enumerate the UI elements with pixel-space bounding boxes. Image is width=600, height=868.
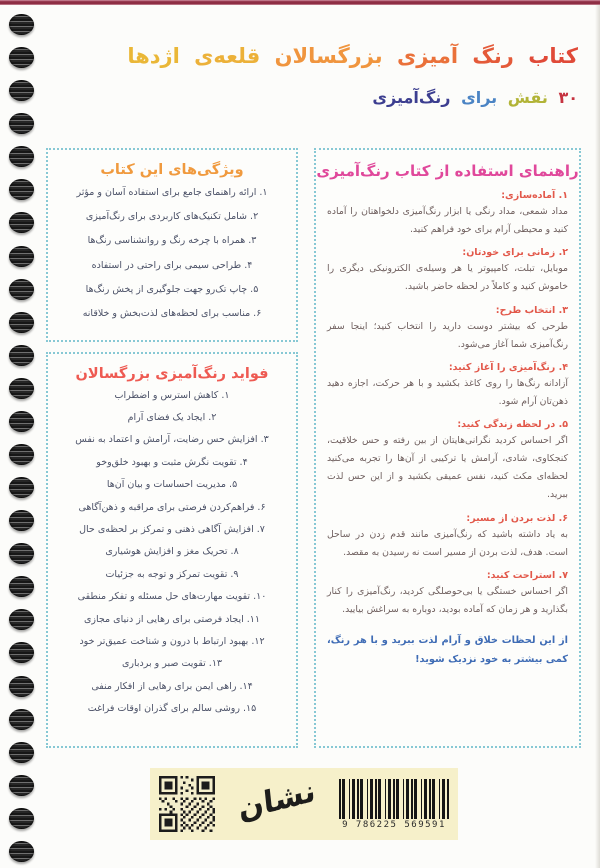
spiral-ring [9, 47, 34, 68]
subtitle-word: رنگ‌آمیزی [372, 88, 451, 107]
spiral-ring [9, 642, 34, 663]
top-edge-line [0, 0, 600, 5]
book-subtitle [40, 88, 578, 107]
guide-section [327, 247, 568, 296]
list-item: ۵. چاپ تک‌رو جهت جلوگیری از پخش رنگ‌ها [85, 283, 259, 295]
benefits-list [48, 384, 296, 720]
list-item: ۱. کاهش استرس و اضطراب [114, 389, 230, 401]
guide-step-heading: ۲. زمانی برای خودتان: [462, 247, 568, 259]
list-item: ۷. افزایش آگاهی ذهنی و تمرکز بر لحظه‌ی حال [79, 524, 265, 536]
list-item: ۱۳. تقویت صبر و بردباری [121, 658, 223, 670]
guide-step-body: طرحی که بیشتر دوست دارید را انتخاب کنید؛ اینجا سفر رنگ‌آمیزی شما آغاز می‌شود. [327, 320, 568, 350]
spiral-ring [9, 179, 34, 200]
guide-step-body: موبایل، تبلت، کامپیوتر یا هر وسیله‌ی الکترونیکی دیگری را خاموش کنید و کاملاً در لحظه حاضر باشید. [327, 263, 568, 293]
list-item: ۴. طراحی سیمی برای راحتی در استفاده [91, 259, 253, 271]
guide-section [327, 305, 568, 354]
guide-step-body: آزادانه رنگ‌ها را روی کاغذ بکشید و با هر حرکت، اجازه دهید ذهن‌تان آرام شود. [327, 377, 568, 407]
spiral-ring [9, 14, 34, 35]
spiral-ring [9, 312, 34, 333]
list-item: ۱. ارائه راهنمای جامع برای استفاده آسان و مؤثر [76, 186, 268, 198]
subtitle-word: نقش [507, 88, 548, 107]
spiral-ring [9, 543, 34, 564]
guide-step-heading: ۷. استراحت کنید: [486, 569, 568, 581]
qr-code [159, 776, 215, 832]
list-item: ۸. تحریک مغز و افزایش هوشیاری [105, 546, 239, 558]
spiral-ring [9, 808, 34, 829]
spiral-ring [9, 246, 34, 267]
guide-step-heading: ۴. رنگ‌آمیزی را آغاز کنید: [448, 361, 568, 373]
spiral-ring [9, 510, 34, 531]
list-item: ۴. تقویت نگرش مثبت و بهبود خلق‌وخو [96, 456, 248, 468]
list-item: ۱۲. بهبود ارتباط با درون و شناخت عمیق‌تر خود [79, 635, 265, 647]
cover-header [40, 44, 578, 107]
list-item: ۳. همراه با چرخه رنگ و روانشناسی رنگ‌ها [87, 235, 257, 247]
guide-section [327, 362, 568, 411]
title-word: کتاب [528, 44, 578, 68]
spiral-ring [9, 477, 34, 498]
guide-title: راهنمای استفاده از کتاب رنگ‌آمیزی [316, 162, 579, 180]
spiral-ring [9, 444, 34, 465]
guide-step-body: به یاد داشته باشید که رنگ‌آمیزی مانند قدم زدن در ساحل است. هدف، لذت بردن از مسیر است نه رسیدن به مقصد. [327, 528, 568, 558]
spiral-ring [9, 609, 34, 630]
features-list [48, 180, 296, 326]
title-word: رنگ [472, 44, 514, 68]
spiral-ring [9, 775, 34, 796]
guide-section [327, 513, 568, 562]
spiral-ring [9, 576, 34, 597]
guide-step-heading: ۶. لذت بردن از مسیر: [466, 512, 568, 524]
title-word: اژدها [127, 44, 180, 68]
spiral-ring [9, 742, 34, 763]
spiral-ring [9, 411, 34, 432]
spiral-ring [9, 378, 34, 399]
list-item: ۲. ایجاد یک فضای آرام [127, 412, 217, 424]
subtitle-word: برای [461, 88, 498, 107]
spiral-binding [7, 14, 34, 862]
barcode [339, 779, 449, 830]
list-item: ۲. شامل تکنیک‌های کاربردی برای رنگ‌آمیزی [85, 210, 259, 222]
subtitle-word: ۳۰ [558, 88, 578, 107]
spiral-ring [9, 212, 34, 233]
benefits-box [46, 352, 298, 748]
spiral-ring [9, 709, 34, 730]
spiral-ring [9, 113, 34, 134]
title-word: قلعه‌ی [194, 44, 261, 68]
publisher-logo: نشان [236, 773, 317, 828]
guide-sections [316, 180, 579, 619]
isbn-number: 9 786225 569591 [342, 819, 446, 830]
guide-section [327, 570, 568, 619]
guide-section [327, 190, 568, 239]
list-item: ۱۵. روشی سالم برای گذران اوقات فراغت [87, 703, 257, 715]
guide-box [314, 148, 581, 748]
publisher-strip [150, 768, 458, 840]
guide-step-body: مداد شمعی، مداد رنگی یا ابزار رنگ‌آمیزی دلخواهتان را آماده کنید و محیطی آرام برای خود فراهم کنید. [327, 206, 568, 236]
spiral-ring [9, 279, 34, 300]
list-item: ۱۴. راهی ایمن برای رهایی از افکار منفی [91, 680, 253, 692]
spiral-ring [9, 146, 34, 167]
list-item: ۹. تقویت تمرکز و توجه به جزئیات [105, 568, 239, 580]
spiral-ring [9, 841, 34, 862]
barcode-bars [339, 779, 449, 819]
book-title [40, 44, 578, 68]
features-title: ویژگی‌های این کتاب [100, 162, 244, 178]
guide-step-heading: ۱. آماده‌سازی: [501, 190, 568, 201]
list-item: ۶. فراهم‌کردن فرصتی برای مراقبه و ذهن‌آگاهی [78, 501, 266, 513]
list-item: ۶. مناسب برای لحظه‌های لذت‌بخش و خلاقانه [82, 308, 262, 320]
spiral-ring [9, 676, 34, 697]
benefits-title: فواید رنگ‌آمیزی بزرگسالان [75, 366, 269, 382]
list-item: ۱۰. تقویت مهارت‌های حل مسئله و تفکر منطقی [77, 591, 267, 603]
list-item: ۳. افزایش حس رضایت، آرامش و اعتماد به نفس [75, 434, 269, 446]
list-item: ۵. مدیریت احساسات و بیان آن‌ها [106, 479, 238, 491]
guide-step-heading: ۵. در لحظه زندگی کنید: [457, 419, 568, 430]
title-word: آمیزی [397, 44, 459, 68]
spiral-ring [9, 80, 34, 101]
guide-step-body: اگر احساس خستگی یا بی‌حوصلگی کردید، رنگ‌آمیزی را کنار بگذارید و هر زمان که آماده بودید، دوباره به سراغش بیایید. [327, 585, 568, 615]
guide-step-body: اگر احساس کردید نگرانی‌هایتان از بین رفته و حس خلاقیت، کنجکاوی، شادی، آرامش یا ترکیبی از آن‌ها را تجربه می‌کنید لحظه‌ای مکث کنید، نفس عمیقی بکشید و از این حس لذت ببرید. [327, 435, 568, 501]
spiral-ring [9, 345, 34, 366]
guide-section [327, 419, 568, 505]
page-edge-shadow [595, 5, 600, 868]
guide-closing-note: از این لحظات خلاق و آرام لذت ببرید و با هر رنگ، کمی بیشتر به خود نزدیک شوید! [327, 635, 568, 665]
guide-step-heading: ۳. انتخاب طرح: [495, 304, 568, 316]
list-item: ۱۱. ایجاد فرصتی برای رهایی از دنیای مجازی [83, 613, 260, 625]
features-box [46, 148, 298, 342]
title-word: بزرگسالان [274, 44, 383, 68]
